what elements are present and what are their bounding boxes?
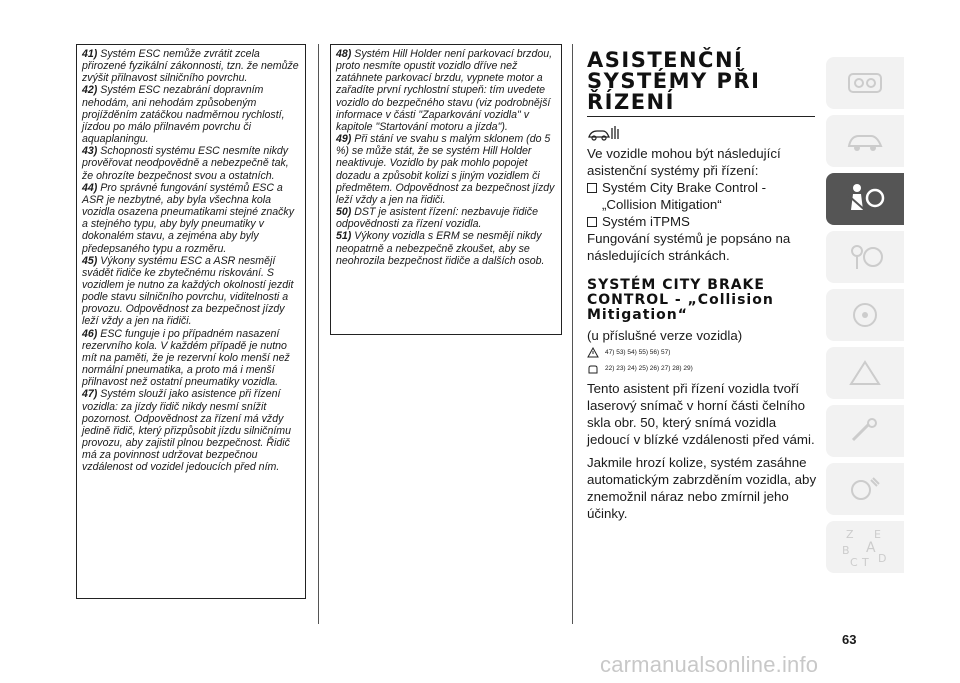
car-assist-icon [587,121,817,145]
outro-text: Fungování systémů je popsáno na následujících stránkách. [587,231,791,263]
column-divider-1 [318,44,319,624]
svg-text:E: E [874,528,881,541]
service-icon [845,416,885,446]
index-icon [840,524,890,570]
subsection-heading: SYSTÉM CITY BRAKE CONTROL - „Collision Mitigation“ [587,277,774,323]
car-tab[interactable] [826,115,904,167]
driving-tab[interactable] [826,289,904,341]
index-tab[interactable] [826,521,904,573]
svg-text:Z: Z [846,528,854,541]
note-41: 41) Systém ESC nemůže zvrátit zcela přirozené fyzikální zákonnosti, tzn. že nemůže zvýšit přilnavost silničního povrchu. [82,48,299,85]
note-45: 45) Výkony systému ESC a ASR nesmějí svádět řidiče ke zbytečnému riskování. S vozidlem je nutno za každých okolností jezdit podle stavu silničního povrchu, viditelnosti a provozu. Odpovědnost za bezpečnost jízdy leží vždy a jen na řidiči. [82,254,294,328]
note-49: 49) Při stání ve svahu s malým sklonem (do 5 %) se může stát, že se systém Hill Holder neaktivuje. Vozidlo by pak mohlo popojet dozadu a způsobit kolizi s jiným vozidlem či předmětem. Odpovědnost za bezpečnost jízdy leží vždy a jen na řidiči. [336,133,555,206]
right-column [587,44,817,522]
airbag-icon [843,182,887,216]
service-tab[interactable] [826,405,904,457]
emergency-tab[interactable] [826,347,904,399]
note-43: 43) Schopnosti systému ESC nesmíte nikdy prověřovat neodpovědně a nebezpečně tak, že ohrozíte bezpečnost svou a ostatních. [82,145,289,182]
paragraph-2: Jakmile hrozí kolize, systém zasáhne automatickým zabrzděním vozidla, aby znemožnil náraz nebo zmírnil jeho účinky. [587,455,817,521]
svg-text:C: C [850,556,858,569]
start-tab[interactable] [826,231,904,283]
svg-text:D: D [878,552,887,565]
warning-triangle-icon [587,347,599,358]
steering-wheel-icon [845,300,885,330]
list-item: Systém City Brake Control - „Collision Mitigation“ [587,179,817,213]
media-icon [845,474,885,504]
list-item: Systém iTPMS [587,213,817,230]
caution-refs: 22) 23) 24) 25) 26) 27) 28) 29) [587,360,817,376]
left-notes-box [76,44,306,599]
note-47: 47) Systém slouží jako asistence při řízení vozidla: za jízdy řidič nikdy nesmí snížit pozornost. Odpovědnost za řízení má vždy jedině řidič, který přizpůsobit jízdu silničnímu provozu, aby zajistil plnou bezpečnost. Řidič má za povinnost udržovat bezpečnou vzdálenost od vozidel jedoucích před ním. [82,388,292,474]
middle-notes-box [330,44,562,335]
media-tab[interactable] [826,463,904,515]
checkbox-square-icon [587,183,597,193]
page-number: 63 [842,632,857,647]
warning-refs: 47) 53) 54) 55) 56) 57) [587,344,817,360]
section-heading: ASISTENČNÍ SYSTÉMY PŘI ŘÍZENÍ [587,48,761,114]
note-46: 46) ESC funguje i po případném nasazení rezervního kola. V každém případě je nutno mít na paměti, že je rezervní kolo menší než normální pneumatika, a proto má i menší přilnavost než ostatní pneumatiky vozidla. [82,327,290,389]
car-icon [845,126,885,156]
svg-text:A: A [866,540,876,556]
svg-text:B: B [842,544,850,557]
dashboard-icon [845,68,885,98]
chapter-tabs [826,57,904,579]
note-44: 44) Pro správné fungování systémů ESC a ASR je nezbytné, aby byla všechna kola vozidla osazena pneumatikami stejné značky a stejného typu, aby byly pneumatiky v dokonalém stavu, a zejména aby byly předepsaného typu a rozměru. [82,181,294,255]
paragraph-1: Tento asistent při řízení vozidla tvoří laserový snímač v horní části čelního skla obr. 50, který snímá vozidla jedoucí v blízké vzdálenosti před vámi. [587,381,815,447]
heading-rule [587,116,815,117]
safety-tab[interactable] [826,173,904,225]
variant-note: (u příslušné verze vozidla) [587,328,743,343]
column-divider-2 [572,44,573,624]
note-42: 42) Systém ESC nezabrání dopravním nehodám, ani nehodám způsobeným projížděním zatáčkou nadměrnou rychlostí, jízdou po málo přilnavém povrchu či aquaplaningu. [82,84,285,146]
watermark: carmanualsonline.info [600,652,819,677]
note-48: 48) Systém Hill Holder není parkovací brzdou, proto nesmíte opustit vozidlo dříve než zatáhnete parkovací brzdu, vypnete motor a zařadíte první rychlostní stupeň: tím uvedete vozidlo do bezpečného stavu (viz podrobnější informace v části "Zaparkování vozidla" v kapitole "Startování motoru a jízda"). [336,48,553,133]
note-50: 50) DST je asistent řízení: nezbavuje řidiče odpovědnosti za řízení vozidla. [336,206,538,231]
dashboard-tab[interactable] [826,57,904,109]
svg-text:T: T [862,556,869,569]
key-icon [845,242,885,272]
warning-triangle-icon [845,358,885,388]
note-51: 51) Výkony vozidla s ERM se nesmějí nikdy neopatrně a nebezpečně zkoušet, aby se neohrozila bezpečnost řidiče a dalších osob. [336,230,545,267]
intro-text: Ve vozidle mohou být následující asistenční systémy při řízení: [587,146,781,178]
checkbox-square-icon [587,217,597,227]
caution-hand-icon [587,363,599,374]
